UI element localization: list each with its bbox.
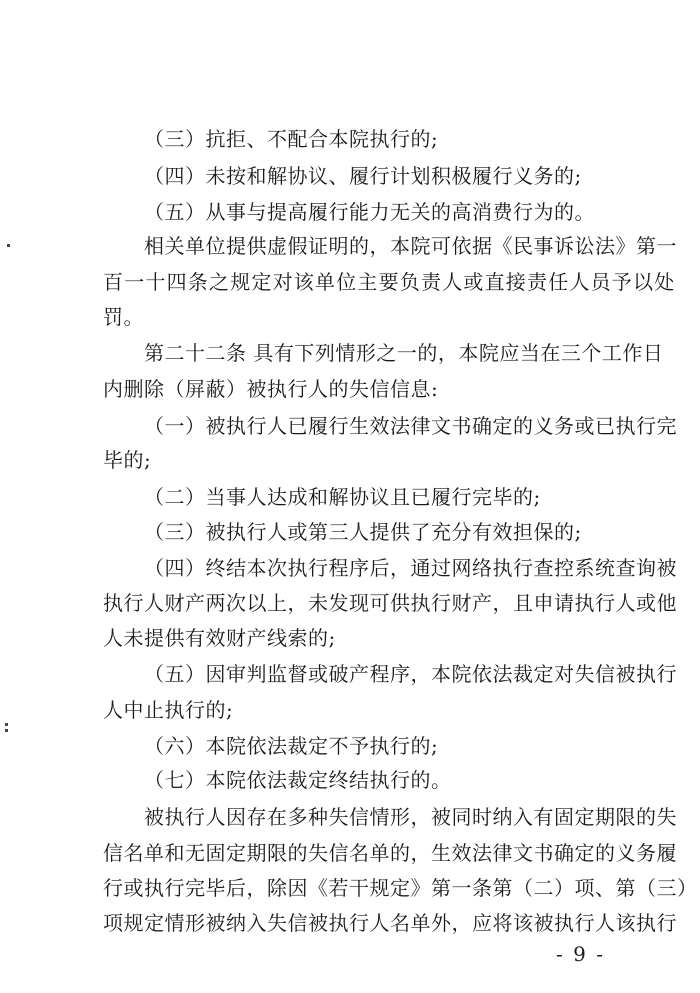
text-line: 信名单和无固定期限的失信名单的，生效法律文书确定的义务履	[103, 841, 677, 865]
text-line: （一）被执行人已履行生效法律文书确定的义务或已执行完	[144, 414, 677, 438]
text-line: 相关单位提供虚假证明的，本院可依据《民事诉讼法》第一	[144, 234, 677, 258]
text-line: 百一十四条之规定对该单位主要负责人或直接责任人员予以处	[103, 270, 676, 294]
text-line: 执行人财产两次以上，未发现可供执行财产，且申请执行人或他	[103, 591, 677, 615]
scan-mark	[5, 723, 8, 726]
text-line: （七）本院依法裁定终结执行的。	[144, 768, 452, 792]
text-line: （六）本院依法裁定不予执行的;	[144, 734, 439, 758]
scan-mark	[5, 729, 8, 732]
text-line: 被执行人因存在多种失信情形，被同时纳入有固定期限的失	[144, 805, 677, 829]
article-heading-line: 第二十二条 具有下列情形之一的，本院应当在三个工作日	[144, 341, 664, 365]
text-line: （二）当事人达成和解协议且已履行完毕的;	[144, 485, 541, 509]
text-line: 人未提供有效财产线索的;	[103, 626, 336, 650]
text-line: 内删除（屏蔽）被执行人的失信信息:	[103, 377, 439, 401]
text-line: （三）被执行人或第三人提供了充分有效担保的;	[144, 520, 582, 544]
scan-mark	[7, 244, 10, 247]
text-line: 项规定情形被纳入失信被执行人名单外，应将该被执行人该执行	[103, 911, 677, 935]
page-number: - 9 -	[556, 942, 605, 966]
text-line: 人中止执行的;	[103, 698, 234, 722]
text-line: （四）终结本次执行程序后，通过网络执行查控系统查询被	[144, 556, 677, 580]
text-line: （三）抗拒、不配合本院执行的;	[144, 127, 439, 151]
text-line: 毕的;	[103, 448, 152, 472]
text-line: （五）因审判监督或破产程序，本院依法裁定对失信被执行	[144, 662, 677, 686]
text-line: 行或执行完毕后，除因《若干规定》第一条第（二）项、第（三）	[103, 876, 698, 900]
text-line: （四）未按和解协议、履行计划积极履行义务的;	[144, 164, 582, 188]
text-line: 罚。	[103, 305, 144, 329]
text-line: （五）从事与提高履行能力无关的高消费行为的。	[144, 200, 595, 224]
